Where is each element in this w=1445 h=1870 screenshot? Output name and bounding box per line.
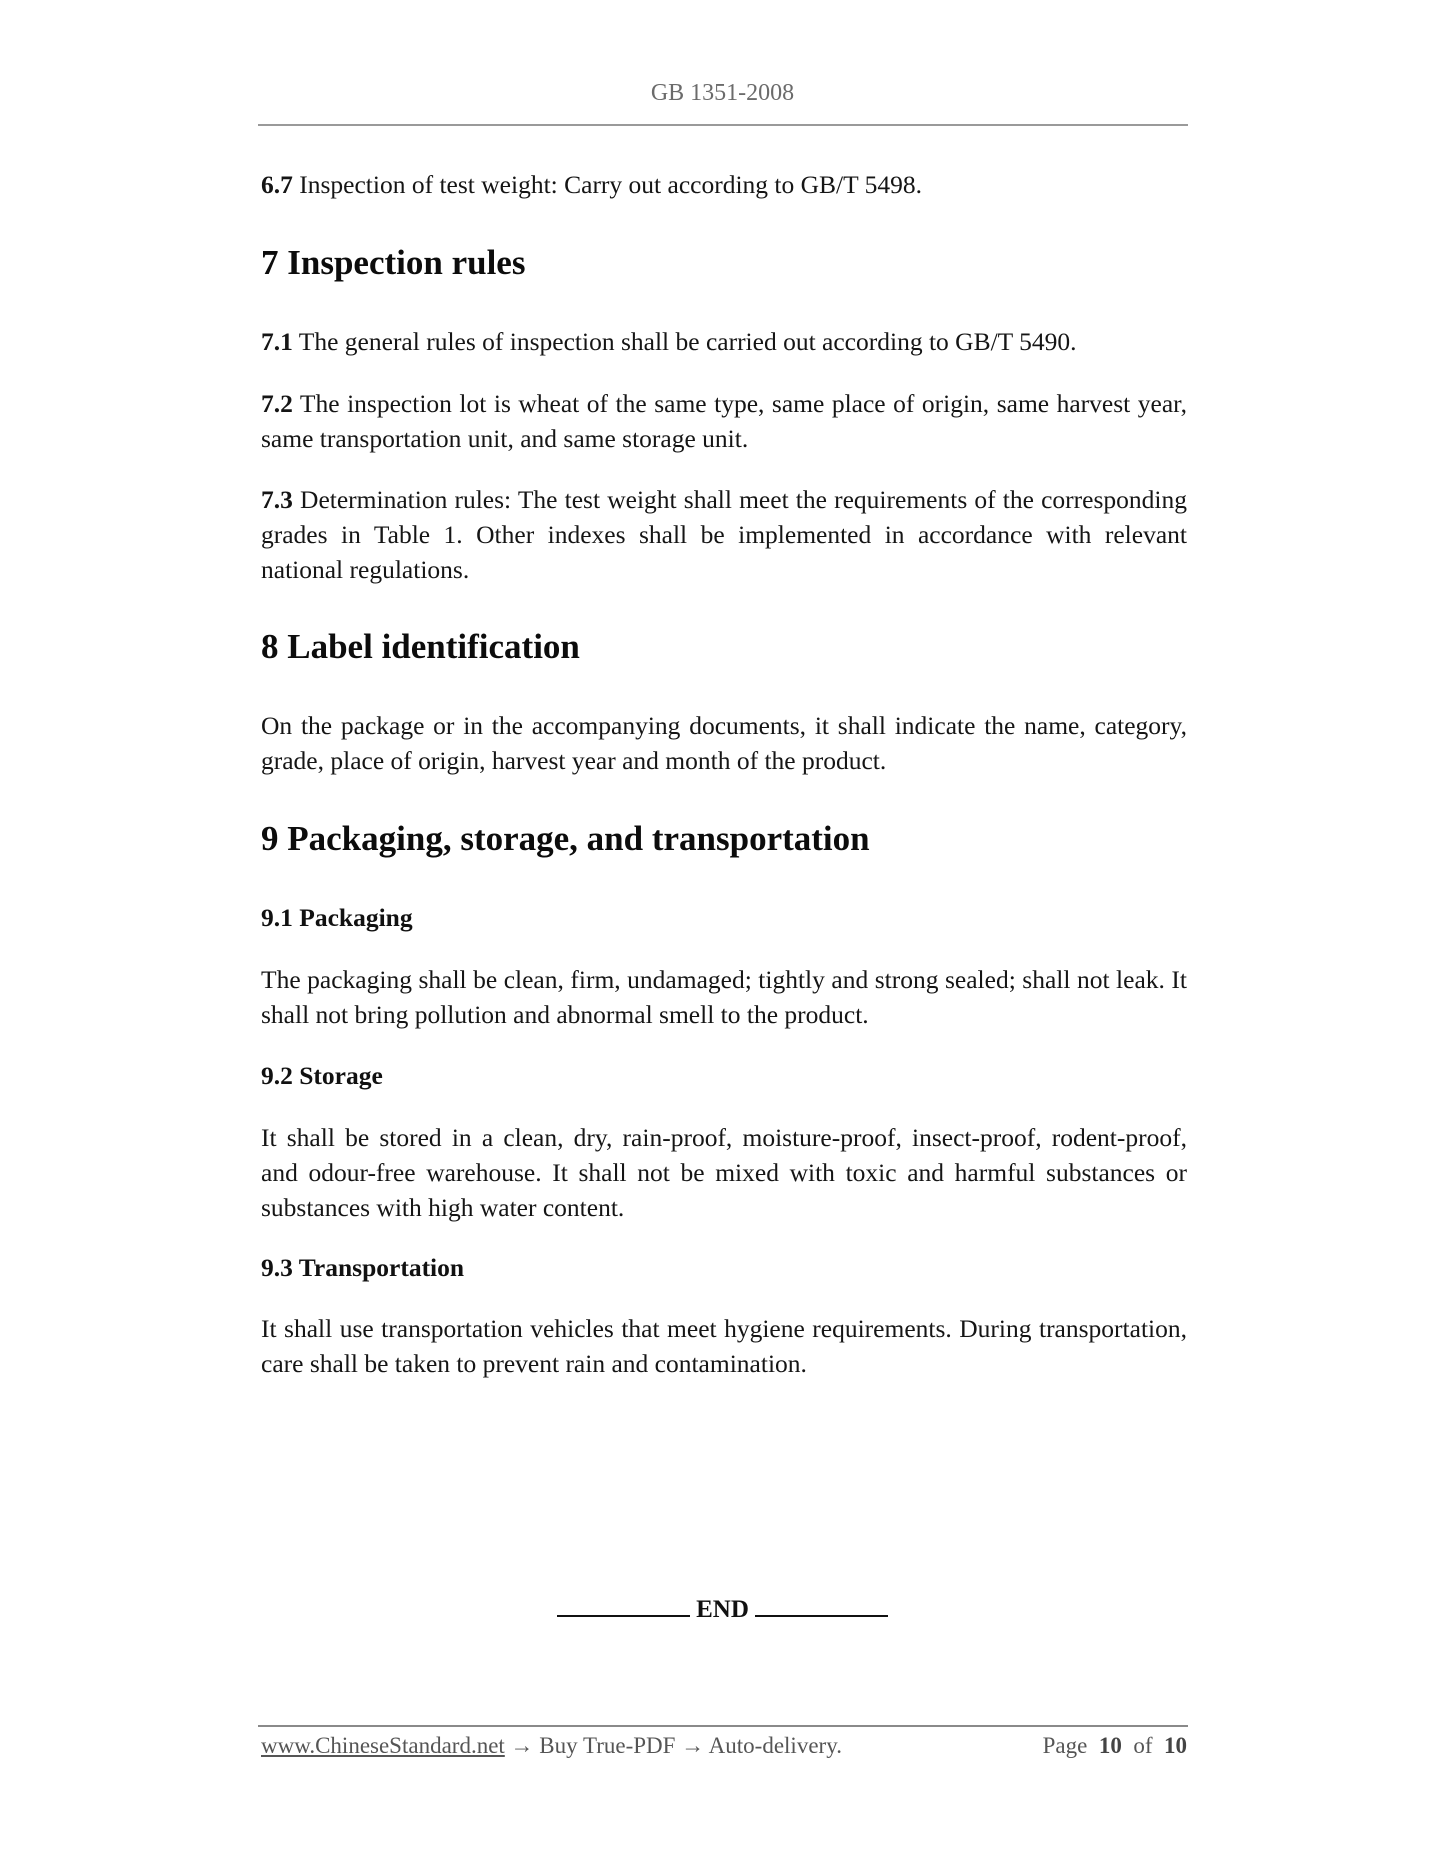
footer-promo bbox=[261, 1731, 842, 1761]
clause-text: The inspection lot is wheat of the same type, same place of origin, same harvest year, same transportation unit, and same storage unit. bbox=[261, 389, 1187, 453]
clause-number: 7.2 bbox=[261, 389, 293, 418]
total-pages: 10 bbox=[1164, 1733, 1187, 1758]
section-heading-9: 9 Packaging, storage, and transportation bbox=[261, 819, 870, 858]
end-rule-right bbox=[755, 1595, 888, 1617]
subsection-9-2-paragraph: It shall be stored in a clean, dry, rain-proof, moisture-proof, insect-proof, rodent-proof, and odour-free warehouse. It shall not be mixed with toxic and harmful substances or substances with high water content. bbox=[261, 1123, 1187, 1222]
subsection-9-3-paragraph: It shall use transportation vehicles that meet hygiene requirements. During transportation, care shall be taken to prevent rain and contamination. bbox=[261, 1314, 1187, 1378]
page-label: Page bbox=[1042, 1733, 1088, 1758]
header-divider bbox=[258, 124, 1188, 126]
section-heading-8: 8 Label identification bbox=[261, 627, 580, 666]
clause-number: 7.1 bbox=[261, 327, 293, 356]
clause-7-2 bbox=[261, 386, 1187, 456]
arrow-right-icon: → bbox=[504, 1733, 540, 1758]
arrow-right-icon: → bbox=[675, 1733, 709, 1758]
section-8-paragraph: On the package or in the accompanying documents, it shall indicate the name, category, grade, place of origin, harvest year and month of the product. bbox=[261, 711, 1187, 775]
clause-6-7 bbox=[261, 167, 1187, 202]
footer-divider bbox=[258, 1725, 1188, 1727]
clause-text: Determination rules: The test weight shall meet the requirements of the corresponding grades in Table 1. Other indexes shall be implemented in accordance with relevant national regulations. bbox=[261, 485, 1187, 584]
subsection-heading-9-1: 9.1 Packaging bbox=[261, 903, 413, 932]
subsection-heading-9-2: 9.2 Storage bbox=[261, 1061, 383, 1090]
clause-text: Inspection of test weight: Carry out according to GB/T 5498. bbox=[292, 170, 922, 199]
end-rule-left bbox=[557, 1595, 690, 1617]
clause-7-1 bbox=[261, 324, 1187, 359]
document-header-title: GB 1351-2008 bbox=[650, 80, 795, 106]
end-label: END bbox=[696, 1596, 749, 1623]
clause-text: The general rules of inspection shall be carried out according to GB/T 5490. bbox=[292, 327, 1077, 356]
page-number bbox=[1043, 1731, 1187, 1761]
subsection-heading-9-3: 9.3 Transportation bbox=[261, 1253, 465, 1282]
end-marker bbox=[0, 1594, 1445, 1626]
clause-7-3 bbox=[261, 482, 1187, 587]
footer-site-link[interactable]: www.ChineseStandard.net bbox=[261, 1733, 505, 1758]
current-page: 10 bbox=[1098, 1733, 1122, 1758]
subsection-9-1-paragraph: The packaging shall be clean, firm, undamaged; tightly and strong sealed; shall not leak. It shall not bring pollution and abnormal smell to the product. bbox=[261, 965, 1187, 1029]
section-heading-7: 7 Inspection rules bbox=[261, 243, 526, 282]
footer-delivery-text: Auto-delivery. bbox=[708, 1733, 842, 1758]
footer-buy-text: Buy True-PDF bbox=[539, 1733, 676, 1758]
clause-number: 6.7 bbox=[261, 170, 293, 199]
of-label: of bbox=[1133, 1733, 1153, 1758]
clause-number: 7.3 bbox=[261, 485, 293, 514]
